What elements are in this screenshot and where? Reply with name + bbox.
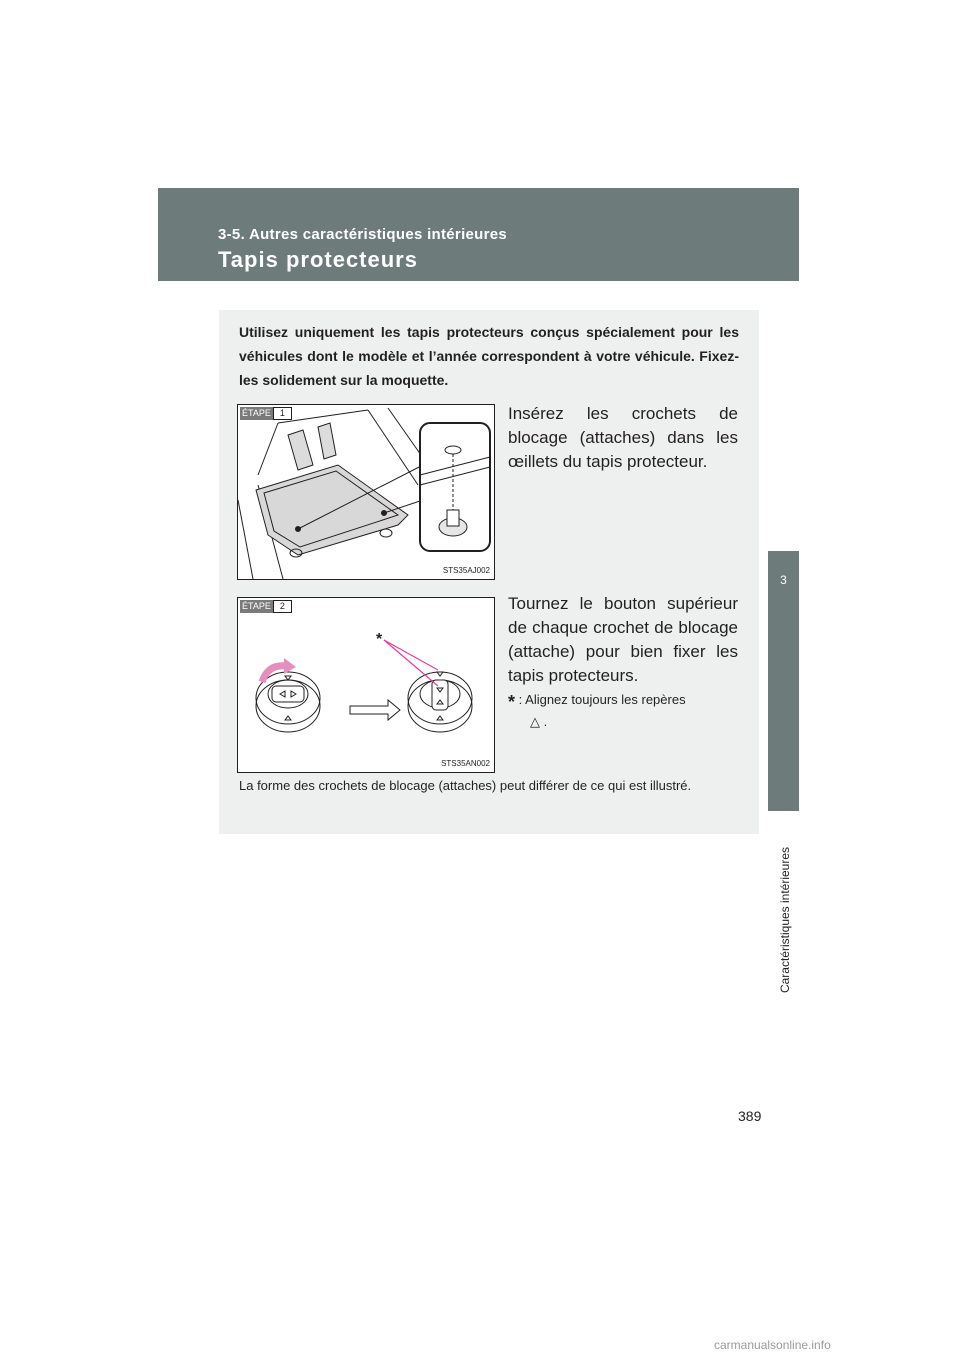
step2-illustration <box>237 597 495 773</box>
step2-badge-label: ÉTAPE <box>242 601 271 611</box>
step1-text: Insérez les crochets de blocage (attaches) dans les œillets du tapis protecteur. <box>508 404 738 471</box>
content-box <box>219 310 759 834</box>
step2-text: Tournez le bouton supérieur de chaque crochet de blocage (attache) pour bien fixer les tapis protecteurs. <box>508 594 738 685</box>
step1-badge-label: ÉTAPE <box>242 408 271 418</box>
step1-badge-number: 1 <box>273 407 292 420</box>
note-star: * <box>508 692 516 712</box>
alignment-note <box>508 690 738 732</box>
chapter-label-text: Caractéristiques intérieures <box>778 846 792 994</box>
page-number: 389 <box>738 1108 762 1124</box>
floor-mat-hook-drawing <box>238 405 494 579</box>
step2-figure-code: STS35AN002 <box>441 759 490 768</box>
shape-note: La forme des crochets de blocage (attaches) peut différer de ce qui est illustré. <box>239 778 692 793</box>
note-end: . <box>543 714 548 729</box>
note-text: : Alignez toujours les repères <box>518 692 686 707</box>
watermark: carmanualsonline.info <box>714 1338 831 1352</box>
triangle-mark-icon: △ <box>530 714 540 729</box>
step2-badge <box>240 600 292 613</box>
chapter-tab[interactable] <box>768 551 799 811</box>
step2-badge-number: 2 <box>273 600 292 613</box>
section-header <box>158 188 799 281</box>
page-title: Tapis protecteurs <box>218 247 418 272</box>
step1-figure-code: STS35AJ002 <box>442 566 490 575</box>
intro-text: Utilisez uniquement les tapis protecteurs conçus spécialement pour les véhicules dont le modèle et l’année correspondent à votre véhicule. Fixez-les solidement sur la moquette. <box>239 324 739 388</box>
chapter-label <box>777 810 793 1030</box>
step1-illustration <box>237 404 495 580</box>
chapter-number: 3 <box>780 573 787 587</box>
svg-text:*: * <box>376 631 383 648</box>
step1-badge <box>240 407 292 420</box>
section-title: 3-5. Autres caractéristiques intérieures <box>218 226 508 243</box>
hook-rotation-drawing <box>238 598 494 772</box>
